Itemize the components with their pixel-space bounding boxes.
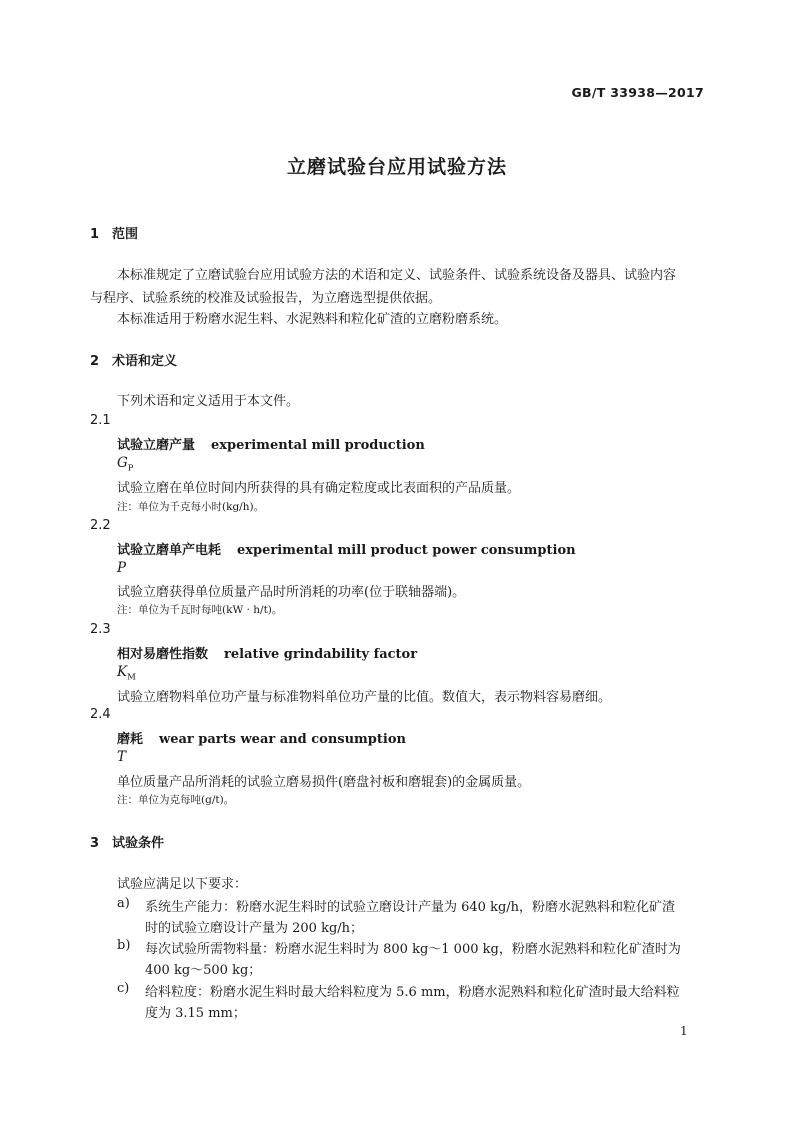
term-chinese: 试验立磨单产电耗 <box>117 543 222 558</box>
term-entry <box>117 728 406 747</box>
symbol-subscript: M <box>127 672 136 683</box>
term-symbol <box>117 664 136 683</box>
paragraph: 下列术语和定义适用于本文件。 <box>117 394 300 409</box>
section-number: 3 <box>90 836 100 851</box>
section-number: 1 <box>90 227 100 242</box>
clause-number: 2.3 <box>90 622 111 637</box>
term-note: 注：单位为千克每小时(kg/h)。 <box>117 501 265 513</box>
clause-number: 2.2 <box>90 518 111 533</box>
term-note: 注：单位为克每吨(g/t)。 <box>117 794 235 806</box>
section-title: 试验条件 <box>112 836 165 851</box>
symbol-letter: T <box>117 749 127 765</box>
symbol-letter: P <box>117 560 127 576</box>
list-item-line: 400 kg～500 kg； <box>145 963 262 978</box>
list-item-mark: c) <box>117 981 130 996</box>
section-1-heading <box>90 223 138 242</box>
paragraph: 试验应满足以下要求： <box>117 877 248 892</box>
term-english: experimental mill product power consumption <box>237 543 576 558</box>
symbol-subscript: P <box>127 463 134 474</box>
list-item-line: 每次试验所需物料量：粉磨水泥生料时为 800 kg～1 000 kg，粉磨水泥熟料和粒化矿渣时为 <box>145 942 681 957</box>
clause-number: 2.1 <box>90 413 111 428</box>
term-english: experimental mill production <box>211 438 425 453</box>
term-definition: 单位质量产品所消耗的试验立磨易损件(磨盘衬板和磨辊套)的金属质量。 <box>117 775 531 790</box>
term-chinese: 试验立磨产量 <box>117 438 196 453</box>
list-item-line: 给料粒度：粉磨水泥生料时最大给料粒度为 5.6 mm，粉磨水泥熟料和粒化矿渣时最大给料粒 <box>145 985 680 1000</box>
section-title: 范围 <box>112 227 139 242</box>
term-english: relative grindability factor <box>224 647 418 662</box>
standard-number: GB/T 33938—2017 <box>571 85 704 100</box>
paragraph: 本标准适用于粉磨水泥生料、水泥熟料和粒化矿渣的立磨粉磨系统。 <box>117 312 508 327</box>
clause-number: 2.4 <box>90 707 111 722</box>
page-number: 1 <box>680 1024 688 1038</box>
term-definition: 试验立磨获得单位质量产品时所消耗的功率(位于联轴器端)。 <box>117 585 466 600</box>
term-english: wear parts wear and consumption <box>159 732 406 747</box>
term-entry <box>117 539 576 558</box>
list-item-mark: b) <box>117 938 131 953</box>
term-chinese: 相对易磨性指数 <box>117 647 209 662</box>
term-symbol <box>117 749 126 765</box>
list-item-line: 系统生产能力：粉磨水泥生料时的试验立磨设计产量为 640 kg/h，粉磨水泥熟料和粒化矿渣 <box>145 900 676 915</box>
document-title: 立磨试验台应用试验方法 <box>286 156 507 178</box>
list-item-line: 时的试验立磨设计产量为 200 kg/h； <box>145 921 364 936</box>
section-number: 2 <box>90 354 100 369</box>
list-item-line: 度为 3.15 mm； <box>145 1006 246 1021</box>
paragraph-line: 本标准规定了立磨试验台应用试验方法的术语和定义、试验条件、试验系统设备及器具、试验内容 <box>117 268 677 283</box>
paragraph-line: 与程序、试验系统的校准及试验报告，为立磨选型提供依据。 <box>90 291 442 306</box>
section-2-heading <box>90 350 177 369</box>
term-entry <box>117 643 417 662</box>
term-entry <box>117 434 425 453</box>
section-3-heading <box>90 832 164 851</box>
list-item-mark: a) <box>117 896 130 911</box>
term-definition: 试验立磨在单位时间内所获得的具有确定粒度或比表面积的产品质量。 <box>117 481 521 496</box>
symbol-letter: G <box>117 455 128 471</box>
term-chinese: 磨耗 <box>117 732 144 747</box>
term-symbol <box>117 455 134 474</box>
term-note: 注：单位为千瓦时每吨(kW · h/t)。 <box>117 604 283 616</box>
term-definition: 试验立磨物料单位功产量与标准物料单位功产量的比值。数值大，表示物料容易磨细。 <box>117 690 612 705</box>
section-title: 术语和定义 <box>112 354 178 369</box>
term-symbol <box>117 560 126 576</box>
symbol-letter: K <box>117 664 128 680</box>
